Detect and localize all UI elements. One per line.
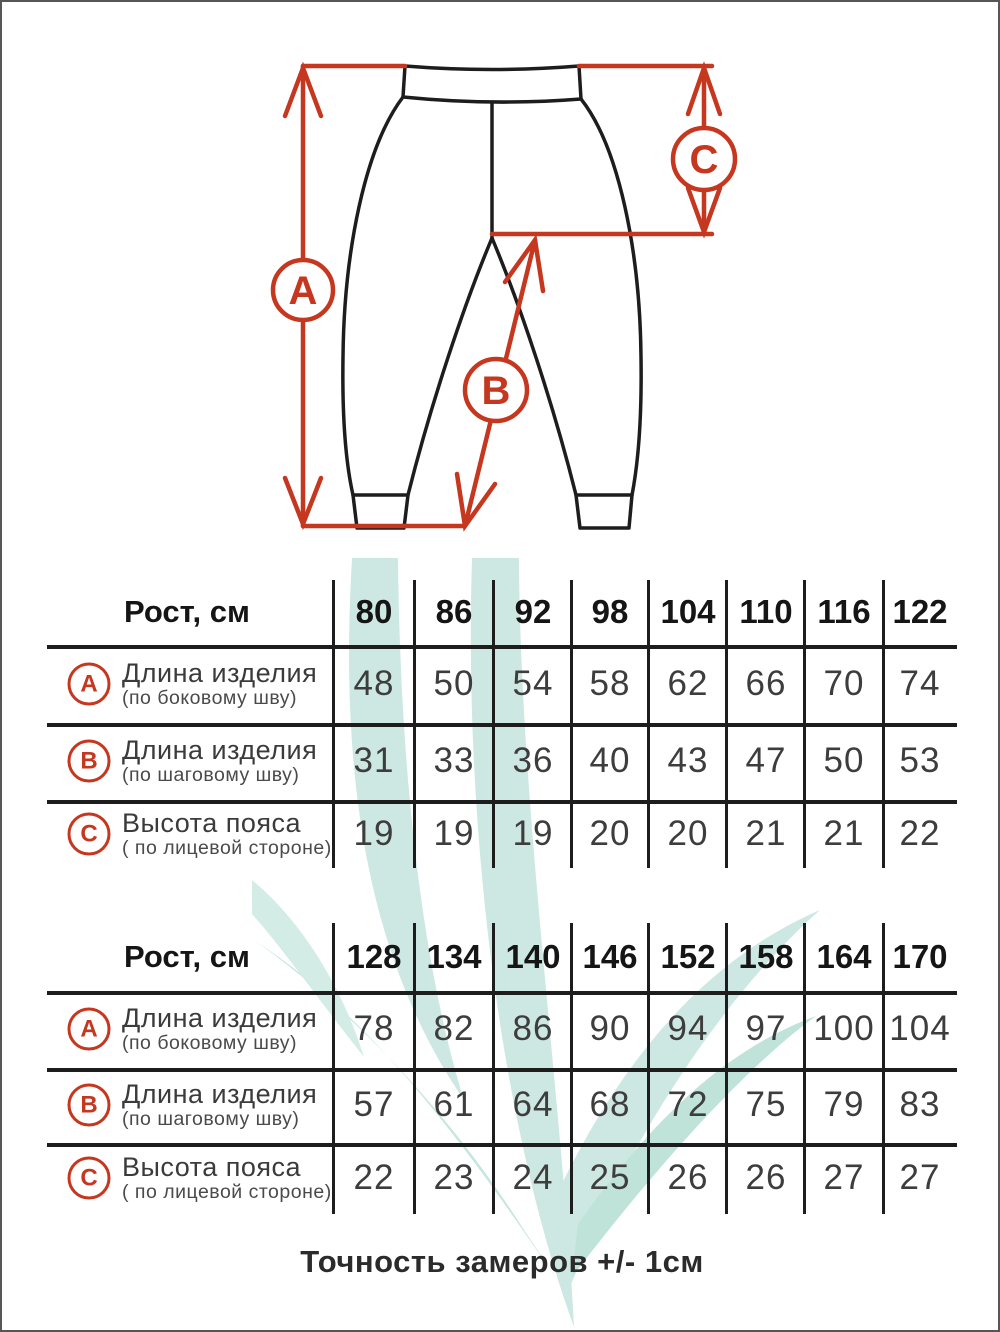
table-grid-line bbox=[647, 580, 650, 868]
table-grid-line bbox=[47, 991, 957, 995]
value-cell: 19 bbox=[512, 814, 554, 853]
value-cell: 57 bbox=[353, 1085, 395, 1124]
table-grid-line bbox=[803, 923, 806, 1214]
row-title: Длина изделия bbox=[122, 734, 318, 765]
size-col-header: 134 bbox=[426, 938, 482, 975]
value-cell: 70 bbox=[823, 664, 865, 703]
value-cell: 66 bbox=[745, 664, 787, 703]
row-label bbox=[122, 735, 317, 787]
value-cell: 23 bbox=[433, 1158, 475, 1197]
value-cell: 21 bbox=[745, 814, 787, 853]
value-cell: 50 bbox=[823, 741, 865, 780]
value-cell: 68 bbox=[589, 1085, 631, 1124]
row-marker-a: A bbox=[68, 1008, 111, 1051]
row-subtitle: (по боковому шву) bbox=[122, 1032, 298, 1055]
value-cell: 83 bbox=[899, 1085, 941, 1124]
value-cell: 90 bbox=[589, 1009, 631, 1048]
value-cell: 50 bbox=[433, 664, 475, 703]
value-cell: 97 bbox=[745, 1009, 787, 1048]
row-label bbox=[122, 658, 317, 710]
table-grid-line bbox=[47, 1143, 957, 1147]
accuracy-note: Точность замеров +/- 1см bbox=[300, 1244, 704, 1279]
value-cell: 25 bbox=[589, 1158, 631, 1197]
table-grid-line bbox=[332, 923, 335, 1214]
row-subtitle: (по боковому шву) bbox=[122, 687, 298, 710]
value-cell: 24 bbox=[512, 1158, 554, 1197]
table-grid-line bbox=[882, 923, 885, 1214]
row-label bbox=[122, 1079, 317, 1131]
value-cell: 20 bbox=[667, 814, 709, 853]
size-col-header: 128 bbox=[346, 938, 402, 975]
pants-outline-icon bbox=[343, 66, 641, 528]
table-grid-line bbox=[725, 923, 728, 1214]
value-cell: 86 bbox=[512, 1009, 554, 1048]
value-cell: 100 bbox=[813, 1009, 875, 1048]
size-col-header: 104 bbox=[660, 593, 716, 630]
row-marker-b: B bbox=[68, 1084, 111, 1127]
size-col-header: 170 bbox=[892, 938, 948, 975]
value-cell: 22 bbox=[353, 1158, 395, 1197]
table-grid-line bbox=[47, 645, 957, 649]
value-cell: 72 bbox=[667, 1085, 709, 1124]
size-col-header: 164 bbox=[816, 938, 872, 975]
value-cell: 43 bbox=[667, 741, 709, 780]
row-subtitle: ( по лицевой стороне) bbox=[122, 837, 332, 860]
value-cell: 94 bbox=[667, 1009, 709, 1048]
table-grid-line bbox=[803, 580, 806, 868]
row-label bbox=[122, 1003, 317, 1055]
table-grid-line bbox=[47, 723, 957, 727]
table-grid-line bbox=[47, 1068, 957, 1072]
value-cell: 22 bbox=[899, 814, 941, 853]
row-label bbox=[122, 1152, 332, 1204]
value-cell: 104 bbox=[889, 1009, 951, 1048]
table-grid-line bbox=[47, 800, 957, 804]
row-marker-b: B bbox=[68, 740, 111, 783]
value-cell: 74 bbox=[899, 664, 941, 703]
marker-a-letter: A bbox=[288, 269, 318, 313]
value-cell: 61 bbox=[433, 1085, 475, 1124]
table-grid-line bbox=[332, 580, 335, 868]
size-table-128-170 bbox=[47, 923, 957, 1214]
value-cell: 62 bbox=[667, 664, 709, 703]
table-grid-line bbox=[882, 580, 885, 868]
value-cell: 31 bbox=[353, 741, 395, 780]
value-cell: 47 bbox=[745, 741, 787, 780]
size-table-80-122 bbox=[47, 580, 957, 868]
value-cell: 21 bbox=[823, 814, 865, 853]
table-grid-line bbox=[413, 580, 416, 868]
marker-c-letter: C bbox=[689, 138, 719, 182]
value-cell: 27 bbox=[823, 1158, 865, 1197]
size-col-header: 92 bbox=[514, 593, 552, 630]
value-cell: 26 bbox=[745, 1158, 787, 1197]
value-cell: 19 bbox=[433, 814, 475, 853]
row-marker-a: A bbox=[68, 663, 111, 706]
row-title: Длина изделия bbox=[122, 1002, 318, 1033]
value-cell: 48 bbox=[353, 664, 395, 703]
row-marker-c: C bbox=[68, 813, 111, 856]
size-col-header: 122 bbox=[892, 593, 948, 630]
size-col-header: 80 bbox=[355, 593, 393, 630]
table-grid-line bbox=[647, 923, 650, 1214]
value-cell: 64 bbox=[512, 1085, 554, 1124]
table-grid-line bbox=[413, 923, 416, 1214]
row-subtitle: (по шаговому шву) bbox=[122, 1108, 300, 1131]
table-grid-line bbox=[725, 580, 728, 868]
row-subtitle: ( по лицевой стороне) bbox=[122, 1181, 332, 1204]
row-label bbox=[122, 808, 332, 860]
value-cell: 58 bbox=[589, 664, 631, 703]
row-title: Длина изделия bbox=[122, 657, 318, 688]
value-cell: 75 bbox=[745, 1085, 787, 1124]
size-col-header: 110 bbox=[739, 593, 793, 630]
value-cell: 79 bbox=[823, 1085, 865, 1124]
table-grid-line bbox=[570, 580, 573, 868]
height-header: Рост, см bbox=[124, 939, 250, 974]
row-title: Длина изделия bbox=[122, 1078, 318, 1109]
row-subtitle: (по шаговому шву) bbox=[122, 764, 300, 787]
size-col-header: 158 bbox=[738, 938, 794, 975]
row-marker-c: C bbox=[68, 1157, 111, 1200]
value-cell: 27 bbox=[899, 1158, 941, 1197]
value-cell: 19 bbox=[353, 814, 395, 853]
value-cell: 20 bbox=[589, 814, 631, 853]
value-cell: 78 bbox=[353, 1009, 395, 1048]
size-col-header: 146 bbox=[582, 938, 638, 975]
table-grid-line bbox=[570, 923, 573, 1214]
size-col-header: 152 bbox=[660, 938, 716, 975]
marker-b-letter: B bbox=[481, 369, 511, 413]
size-col-header: 86 bbox=[435, 593, 473, 630]
size-col-header: 98 bbox=[591, 593, 629, 630]
row-title: Высота пояса bbox=[122, 807, 301, 838]
table-grid-line bbox=[492, 923, 495, 1214]
value-cell: 33 bbox=[433, 741, 475, 780]
value-cell: 82 bbox=[433, 1009, 475, 1048]
row-title: Высота пояса bbox=[122, 1151, 301, 1182]
value-cell: 36 bbox=[512, 741, 554, 780]
measurement-arrows bbox=[285, 66, 720, 526]
table-grid-line bbox=[492, 580, 495, 868]
size-col-header: 140 bbox=[505, 938, 561, 975]
value-cell: 26 bbox=[667, 1158, 709, 1197]
value-cell: 40 bbox=[589, 741, 631, 780]
height-header: Рост, см bbox=[124, 594, 250, 629]
size-col-header: 116 bbox=[817, 593, 871, 630]
value-cell: 54 bbox=[512, 664, 554, 703]
pants-measurement-diagram bbox=[2, 2, 1000, 558]
value-cell: 53 bbox=[899, 741, 941, 780]
